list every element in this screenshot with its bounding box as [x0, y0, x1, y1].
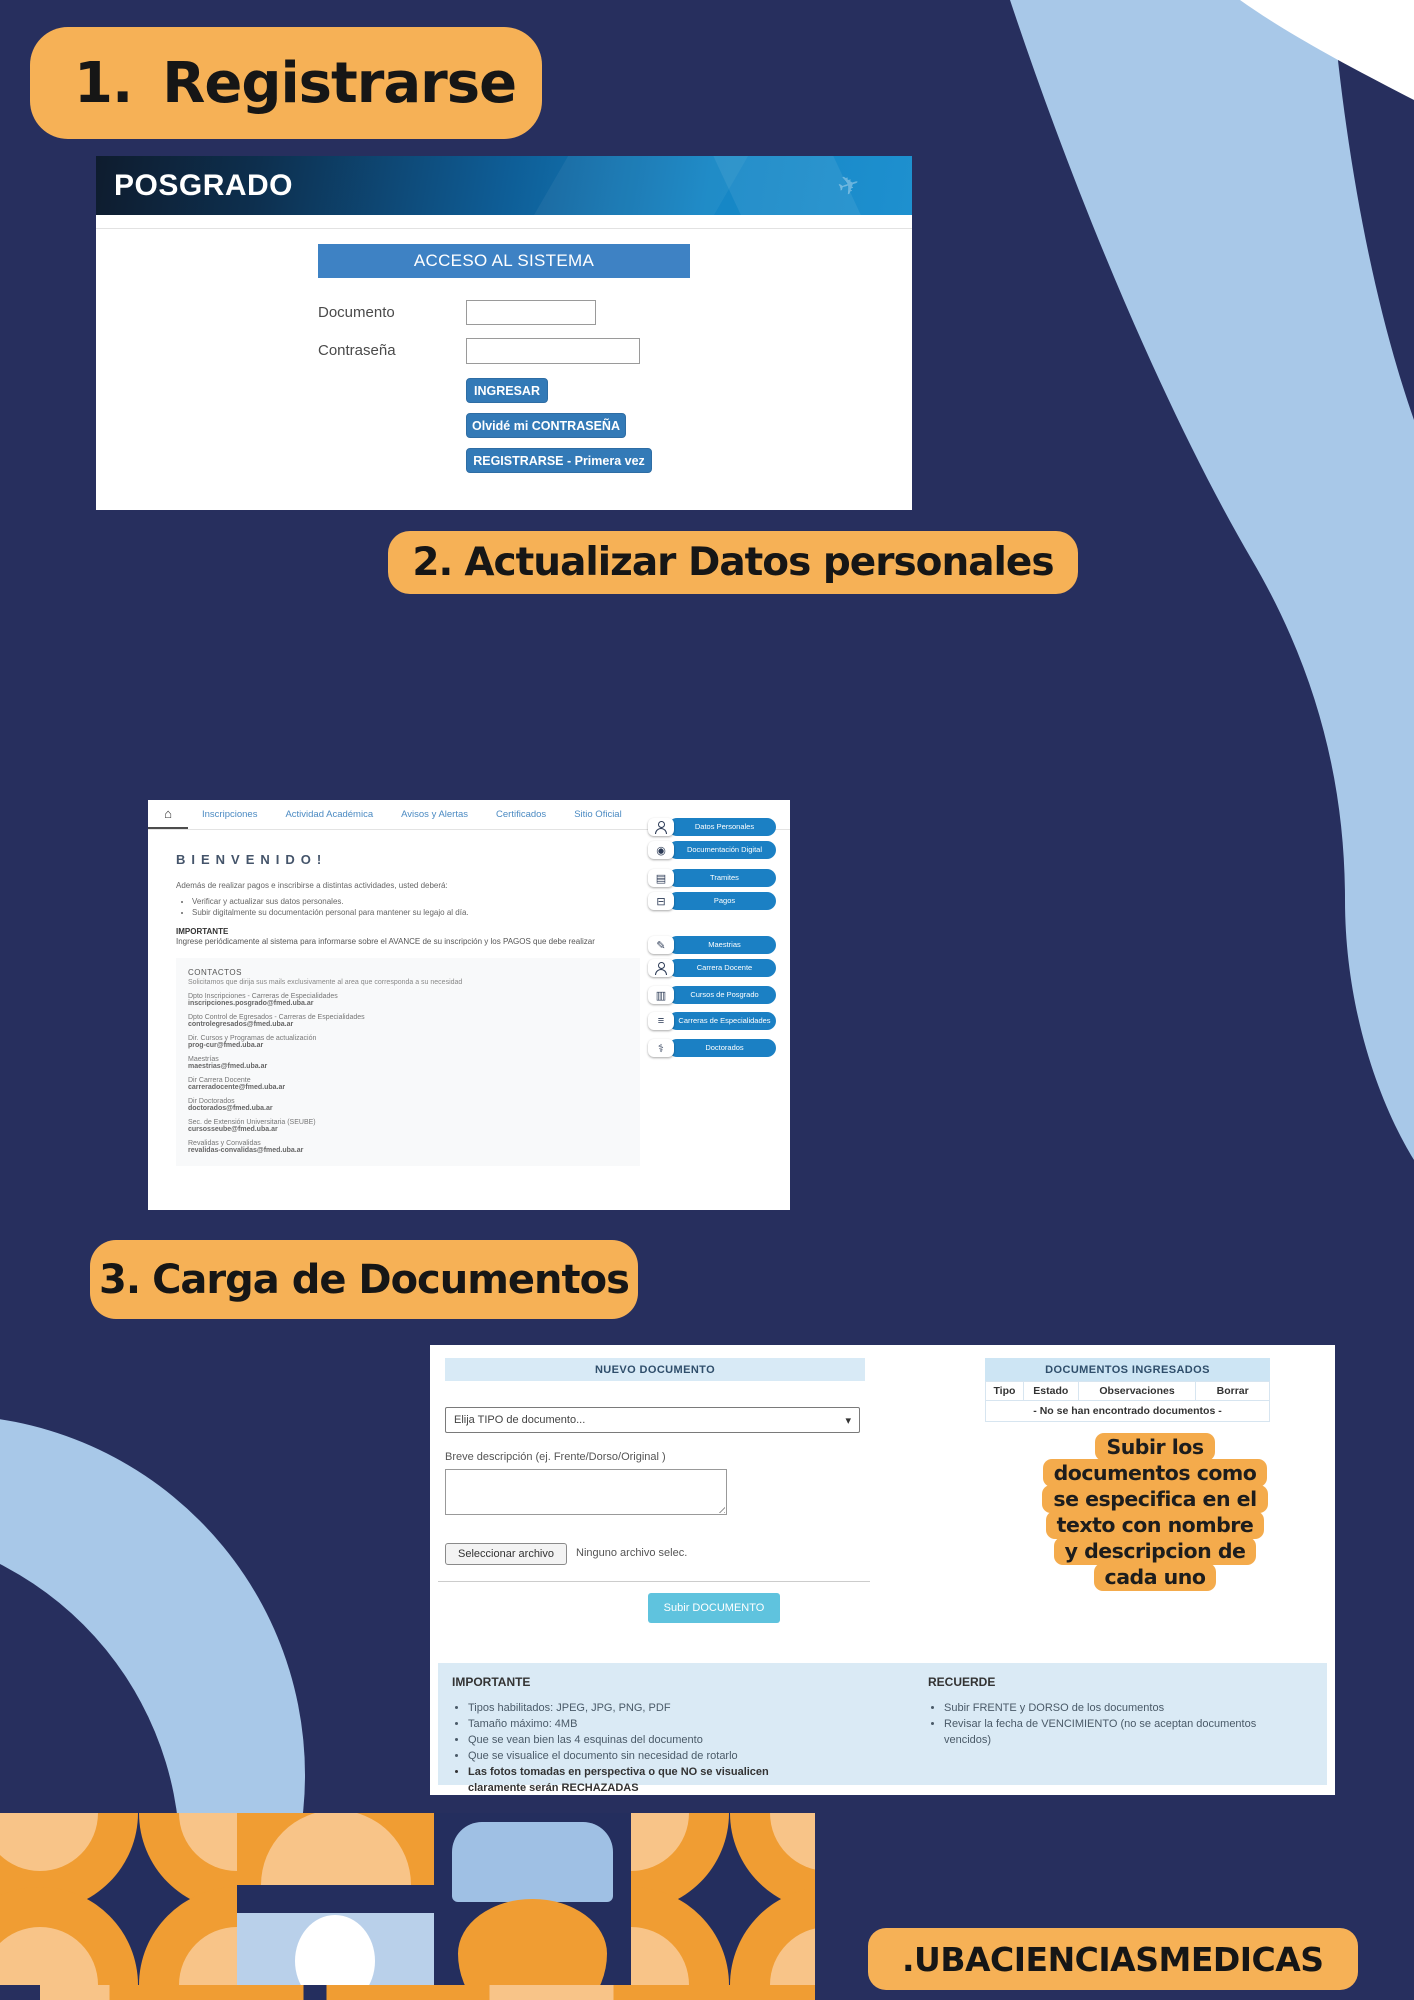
description-label: Breve descripción (ej. Frente/Dorso/Original ) — [445, 1451, 666, 1463]
col-estado: Estado — [1023, 1382, 1078, 1401]
file-status-text: Ninguno archivo selec. — [576, 1547, 688, 1559]
callout-line: texto con nombre — [1046, 1511, 1265, 1539]
list-icon: ≡ — [648, 1012, 674, 1030]
importante-item: • Tipos habilitados: JPEG, JPG, PNG, PDF — [468, 1701, 798, 1717]
contact-dept: Sec. de Extensión Universitaria (SEUBE) — [188, 1119, 316, 1126]
important-title: IMPORTANTE — [176, 927, 229, 936]
callout-line: y descripcion de — [1054, 1537, 1257, 1565]
pattern-tile — [434, 1813, 631, 1985]
chevron-down-icon: ▾ — [845, 1414, 851, 1427]
importante-item: • Tamaño máximo: 4MB — [468, 1717, 798, 1733]
table-row — [986, 1401, 1270, 1422]
contact-entry — [188, 993, 628, 1007]
contact-email[interactable]: revalidas-convalidas@fmed.uba.ar — [188, 1147, 304, 1154]
paper-plane-icon: ✈ — [833, 167, 864, 203]
posgrado-header — [96, 156, 912, 215]
divider — [438, 1581, 870, 1582]
todo-item: • Verificar y actualizar sus datos personales. — [192, 897, 644, 906]
callout-line: Subir los — [1095, 1433, 1214, 1461]
document-label: Documento — [318, 304, 395, 321]
nav-inscripciones[interactable]: Inscripciones — [202, 809, 258, 820]
nav-actividad-academica[interactable]: Actividad Académica — [285, 809, 374, 820]
contact-email[interactable]: cursosseube@fmed.uba.ar — [188, 1126, 278, 1133]
info-panel — [438, 1663, 1327, 1794]
sidebar-item-pagos[interactable]: ⊟ Pagos — [648, 892, 776, 910]
contacts-panel — [176, 958, 640, 1166]
sidebar-item-cursos-de-posgrado[interactable]: ▥ Cursos de Posgrado — [648, 986, 776, 1004]
sidebar-item-maestrias[interactable]: ✎ Maestrias — [648, 936, 776, 954]
documents-table — [985, 1381, 1270, 1422]
nav-sitio-oficial[interactable]: Sitio Oficial — [574, 809, 622, 820]
contact-dept: Dpto Inscripciones - Carreras de Especialidades — [188, 993, 338, 1000]
contact-entry — [188, 1035, 628, 1049]
contact-entry — [188, 1098, 628, 1112]
login-screenshot — [96, 156, 912, 510]
empty-documents-message: - No se han encontrado documentos - — [986, 1401, 1270, 1422]
home-icon: ⌂ — [164, 806, 172, 821]
contact-email[interactable]: doctorados@fmed.uba.ar — [188, 1105, 273, 1112]
upload-document-button[interactable]: Subir DOCUMENTO — [648, 1593, 780, 1623]
step-2-heading — [388, 531, 1078, 594]
pattern-strip — [40, 1985, 815, 2000]
step-2-label: Actualizar Datos personales — [464, 540, 1054, 585]
upload-callout — [1030, 1435, 1280, 1591]
contact-dept: Dir Doctorados — [188, 1098, 235, 1105]
importante-item: • Que se visualice el documento sin necesidad de rotarlo — [468, 1749, 798, 1765]
contact-email[interactable]: prog-cur@fmed.uba.ar — [188, 1042, 264, 1049]
col-tipo: Tipo — [986, 1382, 1024, 1401]
book-icon: ▥ — [648, 986, 674, 1004]
step-1-number: 1. — [74, 50, 133, 116]
contact-email[interactable]: maestrias@fmed.uba.ar — [188, 1063, 268, 1070]
select-value: Elija TIPO de documento... — [454, 1414, 586, 1426]
welcome-title: BIENVENIDO! — [176, 852, 328, 867]
sidebar-item-documentacion-digital[interactable]: ◉ Documentación Digital — [648, 841, 776, 859]
step-3-number: 3. — [99, 1256, 141, 1303]
contact-dept: Dir Carrera Docente — [188, 1077, 251, 1084]
contact-dept: Revalidas y Convalidas — [188, 1140, 261, 1147]
contacts-note: Solicitamos que dirija sus mails exclusivamente al area que corresponda a su necesidad — [188, 979, 463, 986]
sidebar-item-doctorados[interactable]: ⚕ Doctorados — [648, 1039, 776, 1057]
col-observaciones: Observaciones — [1078, 1382, 1196, 1401]
posgrado-logo: POSGRADO — [114, 169, 294, 202]
callout-line: cada uno — [1094, 1563, 1217, 1591]
acceso-al-sistema-banner: ACCESO AL SISTEMA — [318, 244, 690, 278]
sidebar-item-carreras-de-especialidades[interactable]: ≡ Carreras de Especialidades — [648, 1012, 776, 1030]
contact-entry — [188, 1119, 628, 1133]
description-textarea[interactable] — [445, 1469, 727, 1515]
pencil-icon: ✎ — [648, 936, 674, 954]
contact-entry — [188, 1056, 628, 1070]
contact-entry — [188, 1140, 628, 1154]
divider — [96, 228, 912, 229]
portal-screenshot — [148, 800, 790, 1210]
importante-list — [452, 1701, 798, 1797]
importante-item-bold: • Las fotos tomadas en perspectiva o que NO se visualicen claramente serán RECHAZADAS — [468, 1765, 798, 1797]
recuerde-item: • Revisar la fecha de VENCIMIENTO (no se aceptan documentos vencidos) — [944, 1717, 1288, 1749]
register-button[interactable]: REGISTRARSE - Primera vez — [466, 448, 652, 473]
pattern-tile — [40, 1813, 237, 1985]
sidebar-item-datos-personales[interactable]: Datos Personales — [648, 818, 776, 836]
col-borrar: Borrar — [1196, 1382, 1270, 1401]
contact-entry — [188, 1077, 628, 1091]
step-1-heading — [30, 27, 542, 139]
sidebar-item-tramites[interactable]: ▤ Tramites — [648, 869, 776, 887]
person-icon — [648, 818, 674, 836]
camera-icon: ◉ — [648, 841, 674, 859]
card-icon: ⊟ — [648, 892, 674, 910]
contact-email[interactable]: controlegresados@fmed.uba.ar — [188, 1021, 294, 1028]
contact-dept: Maestrías — [188, 1056, 219, 1063]
nuevo-documento-header: NUEVO DOCUMENTO — [445, 1358, 865, 1381]
document-input[interactable] — [466, 300, 596, 325]
documentos-ingresados-header: DOCUMENTOS INGRESADOS — [985, 1358, 1270, 1381]
step-3-label: Carga de Documentos — [152, 1256, 629, 1303]
importante-item: • Que se vean bien las 4 esquinas del documento — [468, 1733, 798, 1749]
contact-email[interactable]: carreradocente@fmed.uba.ar — [188, 1084, 286, 1091]
contact-entry — [188, 1014, 628, 1028]
stethoscope-icon: ⚕ — [648, 1039, 674, 1057]
upload-screenshot — [430, 1345, 1335, 1795]
step-1-label: Registrarse — [162, 50, 517, 116]
home-tab[interactable] — [148, 800, 188, 829]
todo-list — [192, 897, 644, 917]
intro-text: Además de realizar pagos e inscribirse a distintas actividades, usted deberá: — [176, 881, 448, 890]
person-icon — [648, 959, 674, 977]
footer-handle — [868, 1928, 1358, 1990]
contact-dept: Dpto Control de Egresados - Carreras de Especialidades — [188, 1014, 365, 1021]
pattern-tile — [237, 1813, 434, 1985]
nav-avisos-y-alertas[interactable]: Avisos y Alertas — [401, 809, 469, 820]
resize-handle[interactable] — [716, 1504, 725, 1513]
password-input[interactable] — [466, 338, 640, 364]
important-text: Ingrese periódicamente al sistema para informarse sobre el AVANCE de su inscripción y los PAGOS que debe realizar — [176, 937, 595, 946]
contact-dept: Dir. Cursos y Programas de actualización — [188, 1035, 317, 1042]
password-label: Contraseña — [318, 342, 396, 359]
importante-title: IMPORTANTE — [452, 1675, 531, 1689]
footer-handle-text: .UBACIENCIASMEDICAS — [902, 1939, 1324, 1979]
portal-sidebar — [648, 800, 778, 1210]
ingresar-button[interactable]: INGRESAR — [466, 378, 548, 403]
nav-certificados[interactable]: Certificados — [496, 809, 547, 820]
recuerde-item: • Subir FRENTE y DORSO de los documentos — [944, 1701, 1288, 1717]
document-icon: ▤ — [648, 869, 674, 887]
step-2-number: 2. — [412, 540, 453, 585]
pattern-tile — [0, 1813, 40, 1985]
step-3-heading — [90, 1240, 638, 1319]
document-type-select[interactable] — [445, 1407, 860, 1433]
pattern-tile — [631, 1813, 815, 1985]
decorative-pattern — [0, 1813, 815, 2000]
recuerde-title: RECUERDE — [928, 1675, 996, 1689]
portal-content — [176, 844, 644, 1166]
sidebar-item-carrera-docente[interactable]: Carrera Docente — [648, 959, 776, 977]
table-header-row — [986, 1382, 1270, 1401]
contact-email[interactable]: inscripciones.posgrado@fmed.uba.ar — [188, 1000, 314, 1007]
todo-item: • Subir digitalmente su documentación personal para mantener su legajo al día. — [192, 908, 644, 917]
callout-line: se especifica en el — [1042, 1485, 1267, 1513]
contacts-title: CONTACTOS — [188, 968, 242, 977]
recuerde-list — [928, 1701, 1288, 1749]
forgot-password-button[interactable]: Olvidé mi CONTRASEÑA — [466, 413, 626, 438]
select-file-button[interactable]: Seleccionar archivo — [445, 1543, 567, 1565]
callout-line: documentos como — [1043, 1459, 1268, 1487]
